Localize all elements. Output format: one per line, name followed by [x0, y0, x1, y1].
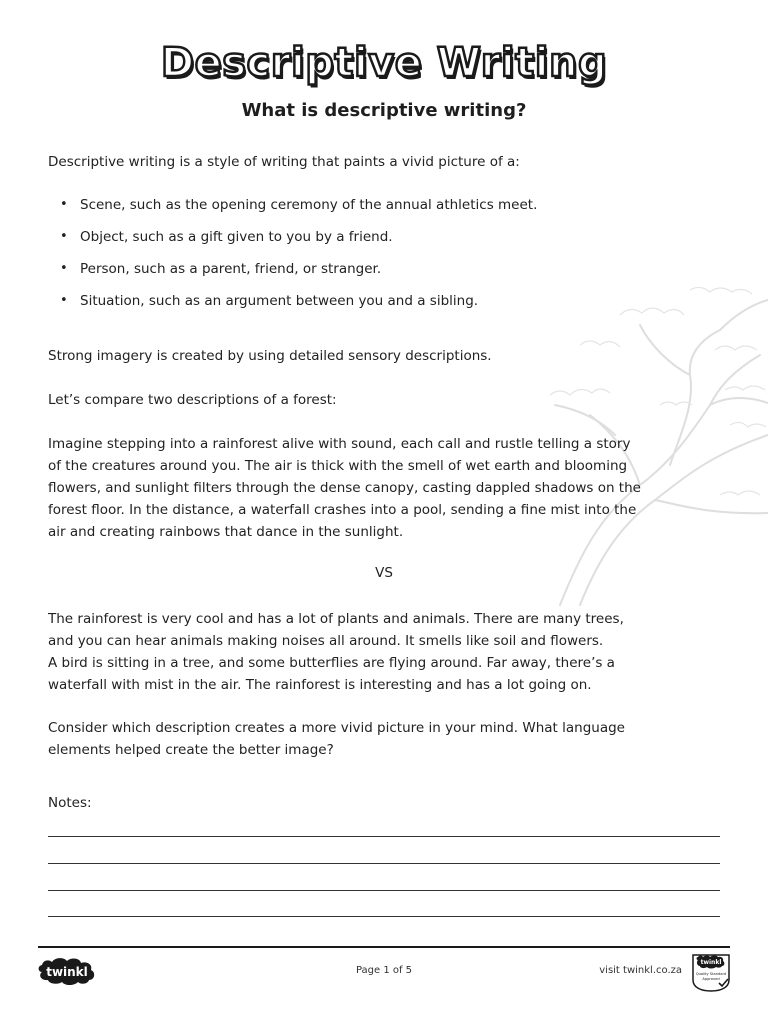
quality-badge [690, 952, 732, 992]
list-item: • Person, such as a parent, friend, or stranger. [60, 259, 700, 291]
notes-line[interactable] [48, 890, 720, 891]
text-line: of the creatures around you. The air is thick with the smell of wet earth and blooming [48, 458, 628, 474]
text-line: The rainforest is very cool and has a lot of plants and animals. There are many trees, [48, 611, 624, 627]
page-title: Descriptive Writing [160, 40, 608, 86]
text-line: A bird is sitting in a tree, and some butterflies are flying around. Far away, there’s a [48, 655, 615, 671]
plain-description [48, 608, 716, 696]
list-item: • Scene, such as the opening ceremony of the annual athletics meet. [60, 195, 700, 227]
svg-text:twinkl: twinkl [700, 959, 722, 966]
page-number: Page 1 of 5 [355, 965, 413, 976]
compare-text: Let’s compare two descriptions of a forest: [48, 392, 337, 408]
text-line: elements helped create the better image? [48, 742, 334, 758]
notes-line[interactable] [48, 836, 720, 837]
svg-text:Approved: Approved [702, 977, 720, 981]
rich-description [48, 433, 716, 543]
text-line: Consider which description creates a more vivid picture in your mind. What language [48, 720, 625, 736]
notes-label: Notes: [48, 795, 92, 811]
text-line: and you can hear animals making noises all around. It smells like soil and flowers. [48, 633, 604, 649]
website-link[interactable]: visit twinkl.co.za [599, 965, 682, 976]
notes-line[interactable] [48, 863, 720, 864]
bullet-list [60, 195, 700, 323]
vs-label: VS [375, 565, 393, 581]
footer-divider [38, 946, 730, 948]
svg-text:Quality Standard: Quality Standard [695, 972, 727, 976]
svg-text:twinkl: twinkl [46, 965, 88, 979]
text-line: air and creating rainbows that dance in the sunlight. [48, 524, 404, 540]
text-line: forest floor. In the distance, a waterfall crashes into a pool, sending a fine mist into the [48, 502, 637, 518]
imagery-text: Strong imagery is created by using detailed sensory descriptions. [48, 348, 492, 364]
list-item: • Situation, such as an argument between you and a sibling. [60, 291, 700, 323]
intro-text: Descriptive writing is a style of writing that paints a vivid picture of a: [48, 154, 520, 170]
text-line: waterfall with mist in the air. The rainforest is interesting and has a lot going on. [48, 677, 592, 693]
text-line: flowers, and sunlight filters through the dense canopy, casting dappled shadows on the [48, 480, 641, 496]
text-line: Imagine stepping into a rainforest alive with sound, each call and rustle telling a story [48, 436, 631, 452]
page-subtitle: What is descriptive writing? [241, 100, 527, 121]
question-text [48, 717, 716, 761]
list-item: • Object, such as a gift given to you by a friend. [60, 227, 700, 259]
notes-line[interactable] [48, 916, 720, 917]
